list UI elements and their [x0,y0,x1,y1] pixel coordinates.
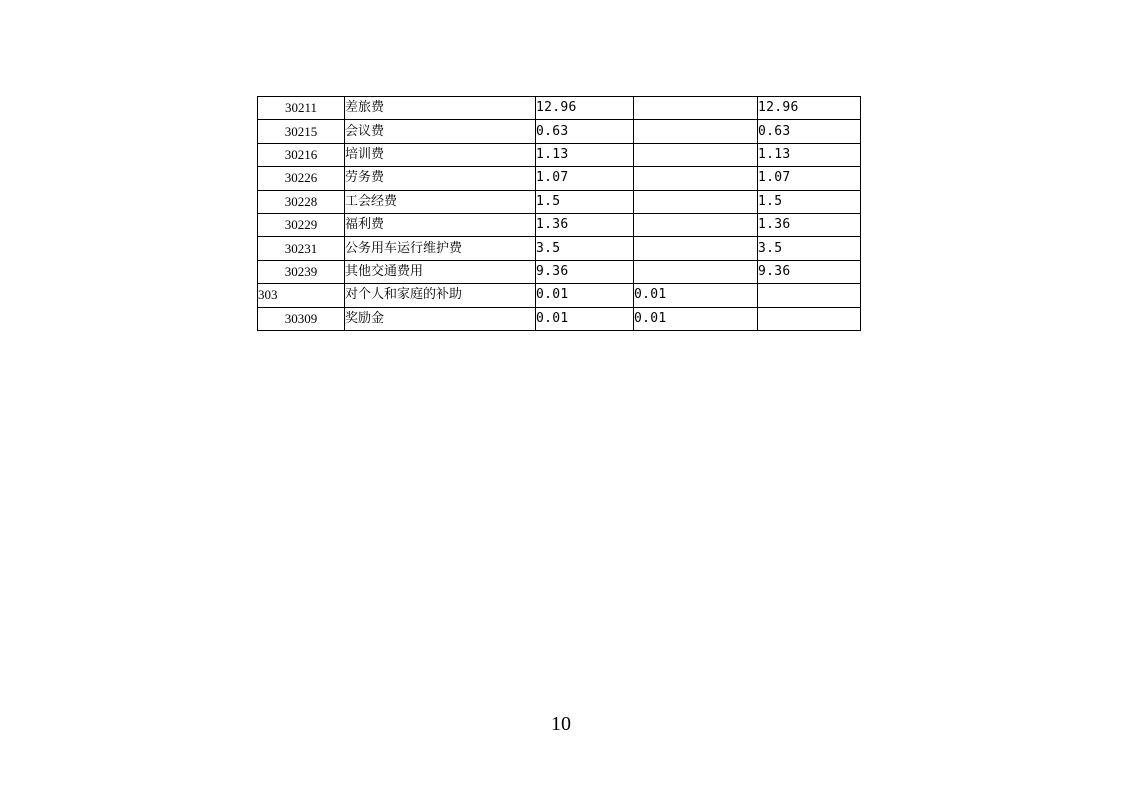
row-project: 1.5 [758,190,861,213]
table-row [258,213,861,236]
row-name: 对个人和家庭的补助 [345,284,536,307]
row-code: 30228 [258,190,345,213]
row-total: 0.01 [536,307,634,330]
row-project: 1.36 [758,213,861,236]
row-name: 公务用车运行维护费 [345,237,536,260]
row-name: 劳务费 [345,167,536,190]
row-project [758,284,861,307]
row-name: 差旅费 [345,97,536,120]
row-code: 30239 [258,260,345,283]
row-basic: 0.01 [634,284,758,307]
row-basic [634,237,758,260]
row-code: 303 [258,284,345,307]
page-number: 10 [551,713,571,735]
row-project [758,307,861,330]
row-basic [634,97,758,120]
row-name: 福利费 [345,213,536,236]
row-project: 3.5 [758,237,861,260]
row-total: 1.5 [536,190,634,213]
row-project: 1.07 [758,167,861,190]
budget-table [257,96,861,331]
row-total: 12.96 [536,97,634,120]
table-row [258,190,861,213]
row-name: 培训费 [345,143,536,166]
table-row [258,120,861,143]
row-code: 30309 [258,307,345,330]
row-code: 30231 [258,237,345,260]
table-row [258,97,861,120]
row-basic [634,167,758,190]
row-code: 30216 [258,143,345,166]
row-total: 1.13 [536,143,634,166]
row-basic [634,120,758,143]
row-name: 奖励金 [345,307,536,330]
row-name: 其他交通费用 [345,260,536,283]
row-name: 工会经费 [345,190,536,213]
row-code: 30226 [258,167,345,190]
row-code: 30229 [258,213,345,236]
row-total: 1.07 [536,167,634,190]
row-code: 30215 [258,120,345,143]
table-row [258,167,861,190]
table-row [258,237,861,260]
row-basic [634,260,758,283]
row-total: 0.63 [536,120,634,143]
row-basic [634,213,758,236]
row-project: 1.13 [758,143,861,166]
row-basic: 0.01 [634,307,758,330]
row-basic [634,190,758,213]
row-code: 30211 [258,97,345,120]
table-row [258,260,861,283]
table-body [258,97,861,331]
table-row [258,284,861,307]
table-row [258,143,861,166]
row-basic [634,143,758,166]
row-total: 1.36 [536,213,634,236]
row-project: 9.36 [758,260,861,283]
row-name: 会议费 [345,120,536,143]
row-total: 0.01 [536,284,634,307]
row-project: 12.96 [758,97,861,120]
table-row [258,307,861,330]
row-total: 3.5 [536,237,634,260]
row-total: 9.36 [536,260,634,283]
row-project: 0.63 [758,120,861,143]
